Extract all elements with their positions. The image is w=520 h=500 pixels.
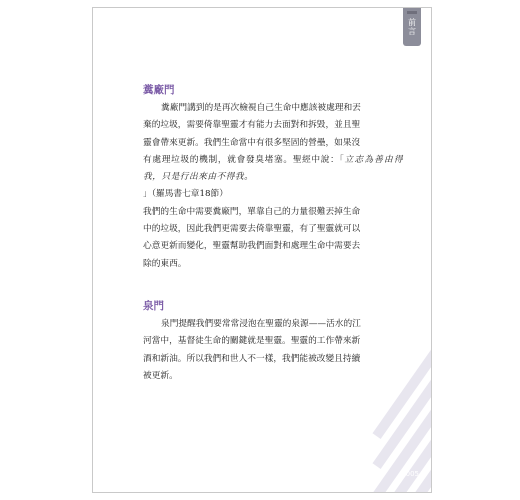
- tab-mark: [407, 11, 417, 14]
- tab-char-2: 言: [408, 27, 416, 36]
- body-line: 心意更新而變化，聖靈幫助我們面對和處理生命中需要去: [143, 241, 361, 252]
- body-line: 中的垃圾，因此我們更需要去倚靠聖靈，有了聖靈就可以: [143, 224, 361, 235]
- book-page: [92, 7, 432, 493]
- decorative-stripes: [361, 342, 431, 492]
- scripture-reference: 」（羅馬書七章18節）: [143, 189, 228, 200]
- body-line: 河當中，基督徒生命的關鍵就是聖靈。聖靈的工作帶來新: [143, 336, 361, 347]
- body-line: 靈會帶來更新。我們生命當中有很多堅固的營壘，如果沒: [143, 137, 361, 148]
- chapter-tab: [403, 8, 421, 46]
- body-line: 酒和新油。所以我們和世人不一樣，我們能被改變且持續: [143, 353, 361, 364]
- body-line: 我們的生命中需要糞廠門，單靠自己的力量很難丟掉生命: [143, 206, 361, 217]
- body-line: 泉門提醒我們要常常浸泡在聖靈的泉源——活水的江: [161, 319, 361, 329]
- body-line: 被更新。: [143, 370, 178, 381]
- page-number: 005: [405, 470, 419, 478]
- body-line: [143, 152, 403, 187]
- body-line: 糞廠門講到的是再次檢視自己生命中應該被處理和丟: [161, 103, 361, 113]
- body-line: 棄的垃圾，需要倚靠聖靈才有能力去面對和拆毀，並且聖: [143, 120, 361, 131]
- body-line: [143, 186, 403, 203]
- tab-char-1: 前: [408, 18, 416, 27]
- body-line: 除的東西。: [143, 258, 187, 269]
- scripture-quote-part1: 立志為善由得我，只是行出來由不得我。: [143, 154, 404, 183]
- body-text: 有處理垃圾的機制，就會發臭堵塞。聖經中說：「: [143, 154, 345, 165]
- section-heading-dung-gate: 糞廠門: [143, 84, 175, 96]
- section-body-dung-gate: [143, 100, 403, 273]
- section-heading-fountain-gate: 泉門: [143, 300, 164, 312]
